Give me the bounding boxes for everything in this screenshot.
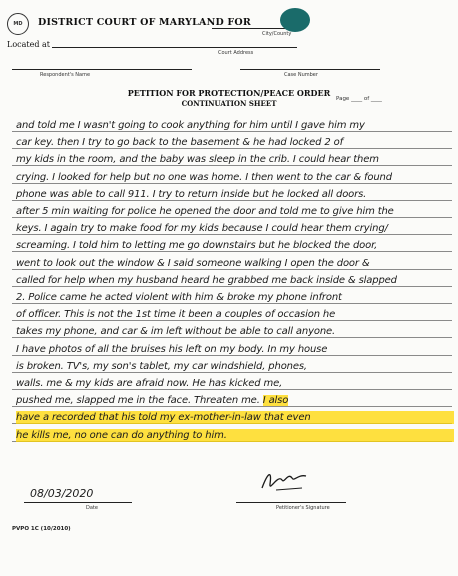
statement-line: and told me I wasn't going to cook anything for him until I gave him my — [16, 120, 365, 131]
page-of-label: of — [363, 96, 370, 102]
statement-line: called for help when my husband heard he grabbed me back inside & slapped — [16, 274, 397, 286]
statement-line: takes my phone, and car & im left without be able to call anyone. — [16, 326, 336, 338]
court-seal-icon: MD — [7, 13, 29, 35]
statement-line: went to look out the window & I said someone walking I open the door & — [16, 257, 370, 269]
statement-line: phone was able to call 911. I try to return inside but he locked all doors. — [16, 188, 367, 200]
date-line — [24, 502, 132, 503]
statement-line: walls. me & my kids are afraid now. He has kicked me, — [16, 378, 283, 389]
signature-icon — [258, 466, 310, 496]
court-address-label: Court Address — [218, 50, 254, 56]
signature-line — [236, 502, 346, 503]
date-label: Date — [86, 505, 98, 511]
statement-line: crying. I looked for help but no one was home. I then went to the car & found — [16, 171, 392, 183]
statement-line: he kills me, no one can do anything to him. — [16, 429, 454, 442]
statement-line: of officer. This is not the 1st time it been a couples of occasion he — [16, 309, 336, 321]
statement-line: after 5 min waiting for police he opened the door and told me to give him the — [16, 206, 394, 217]
statement-line: 2. Police came he acted violent with him & broke my phone infront — [16, 292, 342, 303]
statement-line: car key. then I try to go back to the basement & he had locked 2 of — [16, 137, 343, 149]
statement-line: my kids in the room, and the baby was sleep in the crib. I could hear them — [16, 154, 379, 166]
form-number: PVPO 1C (10/2010) — [12, 526, 71, 532]
located-at-line — [52, 47, 297, 48]
case-number-line — [240, 69, 380, 70]
statement-line: keys. I again try to make food for my kids because I could hear them crying/ — [16, 223, 388, 235]
redaction-mark — [280, 8, 310, 32]
form-title: PETITION FOR PROTECTION/PEACE ORDER — [127, 88, 331, 98]
statement-line: I have photos of all the bruises his left on my body. In my house — [16, 343, 328, 355]
respondent-line — [12, 69, 192, 70]
signature-label: Petitioner's Signature — [276, 505, 330, 511]
case-number-label: Case Number — [284, 72, 318, 78]
page-number-field: Page ____ of ____ — [336, 96, 382, 102]
highlighted-text: I also — [262, 395, 289, 407]
city-county-label: City/County — [262, 31, 292, 37]
statement-line: have a recorded that his told my ex-mother-in-law that even — [16, 411, 454, 424]
date-value: 08/03/2020 — [30, 487, 94, 500]
statement-line: is broken. TV's, my son's tablet, my car windshield, phones, — [16, 360, 307, 372]
form-subtitle: CONTINUATION SHEET — [181, 99, 277, 108]
statement-line: pushed me, slapped me in the face. Threaten me. I also — [16, 395, 289, 407]
respondent-label: Respondent's Name — [40, 72, 91, 78]
court-heading: DISTRICT COURT OF MARYLAND FOR — [38, 17, 251, 28]
located-at-label: Located at — [7, 40, 50, 49]
statement-line: screaming. I told him to letting me go downstairs but he blocked the door, — [16, 240, 378, 252]
page-label: Page — [336, 96, 350, 102]
